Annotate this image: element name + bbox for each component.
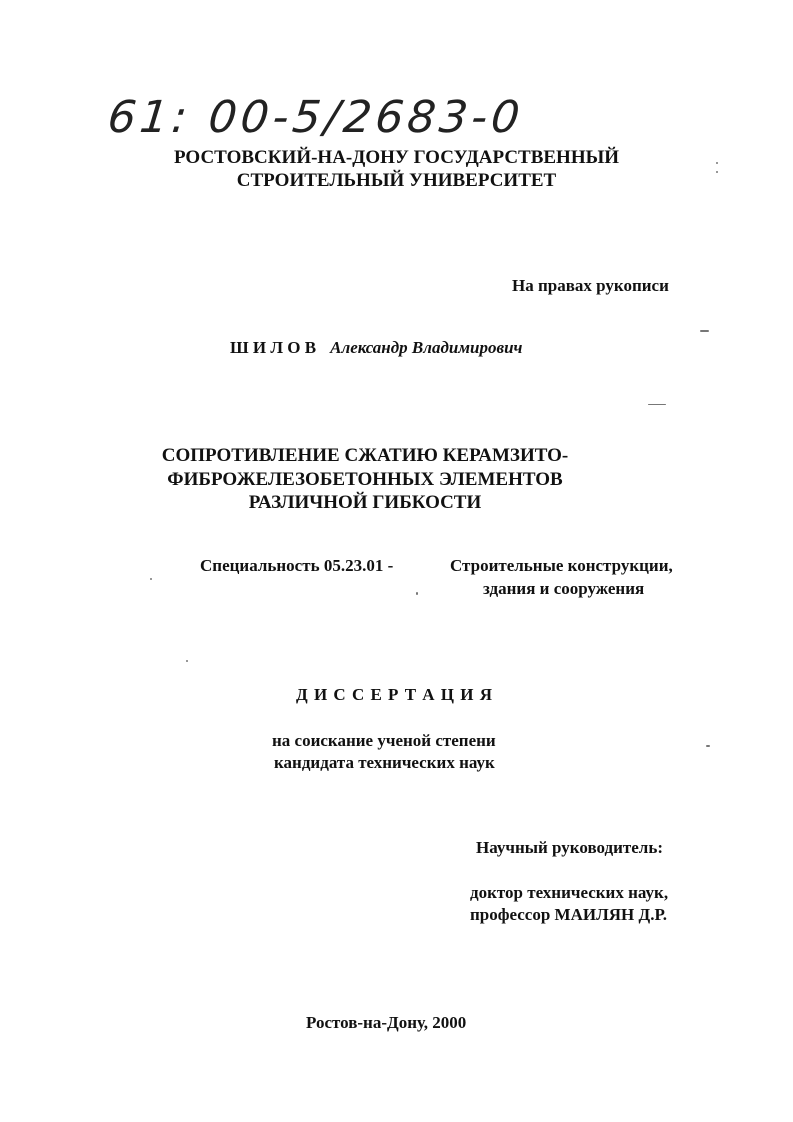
degree-line-1: на соискание ученой степени	[272, 731, 496, 750]
manuscript-note: На правах рукописи	[512, 276, 669, 295]
supervisor-line-2: профессор МАИЛЯН Д.Р.	[470, 905, 667, 924]
supervisor-line-1: доктор технических наук,	[470, 883, 669, 902]
scan-speck	[706, 745, 710, 747]
dissertation-title-line-2: ФИБРОЖЕЛЕЗОБЕТОННЫХ ЭЛЕМЕНТОВ	[167, 469, 563, 490]
dissertation-title-line-1: СОПРОТИВЛЕНИЕ СЖАТИЮ КЕРАМЗИТО-	[161, 445, 569, 466]
specialty-name-line-2: здания и сооружения	[483, 579, 645, 598]
specialty-name-line-1: Строительные конструкции,	[450, 556, 673, 575]
scan-speck	[150, 578, 152, 580]
scan-speck	[716, 171, 718, 173]
author-surname: Ш И Л О В	[230, 338, 317, 357]
scan-speck	[648, 404, 666, 405]
institution-line-1: РОСТОВСКИЙ-НА-ДОНУ ГОСУДАРСТВЕННЫЙ	[173, 147, 620, 168]
institution-line-2: СТРОИТЕЛЬНЫЙ УНИВЕРСИТЕТ	[236, 170, 557, 191]
degree-line-2: кандидата технических наук	[274, 753, 495, 772]
scan-speck	[700, 330, 709, 332]
scan-speck	[186, 660, 188, 662]
author	[230, 338, 522, 358]
author-given-names: Александр Владимирович	[330, 338, 523, 357]
dissertation-title-line-3: РАЗЛИЧНОЙ ГИБКОСТИ	[248, 492, 482, 513]
supervisor-label: Научный руководитель:	[476, 838, 663, 857]
document-type: Д И С С Е Р Т А Ц И Я	[296, 685, 494, 704]
specialty-label: Специальность 05.23.01 -	[200, 556, 394, 575]
scan-speck	[716, 162, 718, 164]
place-year: Ростов-на-Дону, 2000	[306, 1013, 467, 1032]
handwritten-registration-code: 61: 00-5/2683-0	[105, 92, 527, 143]
scan-speck	[416, 592, 418, 595]
